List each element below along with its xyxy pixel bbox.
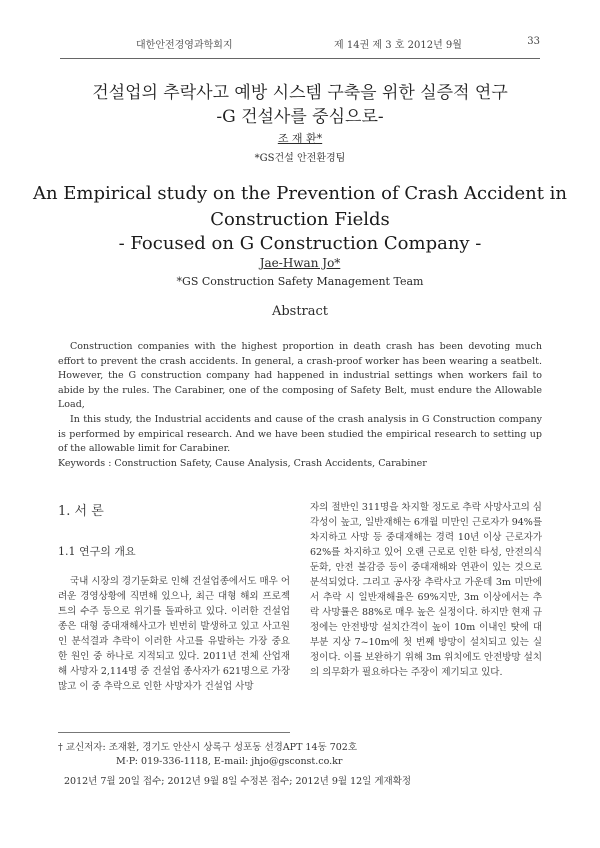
right-column	[310, 500, 542, 680]
issue-info: 제 14권 제 3 호 2012년 9월	[334, 40, 462, 51]
korean-author-name: 조 재 환*	[277, 132, 323, 145]
section-heading: 1. 서 론	[58, 504, 104, 519]
header-divider	[60, 58, 540, 59]
english-title-line1: An Empirical study on the Prevention of Crash Accident in	[32, 183, 568, 204]
footnote-contact: M·P: 019-336-1118, E-mail: jhjo@gsconst.co.kr	[116, 756, 343, 767]
footnote-corresponding-author: † 교신저자: 조재환, 경기도 안산시 상록구 성포동 선경APT 14동 702호	[58, 742, 358, 753]
subsection-heading: 1.1 연구의 개요	[58, 545, 136, 558]
page-number: 33	[527, 36, 540, 47]
keywords: Keywords : Construction Safety, Cause Analysis, Crash Accidents, Carabiner	[58, 457, 427, 469]
journal-name: 대한안전경영과학회지	[136, 40, 233, 51]
footnote-dates: 2012년 7월 20일 접수; 2012년 9월 8일 수정본 접수; 2012년 9월 12일 게재확정	[64, 776, 412, 787]
left-column	[58, 500, 290, 694]
footnote-divider	[58, 732, 290, 733]
korean-title-line1: 건설업의 추락사고 예방 시스템 구축을 위한 실증적 연구	[92, 83, 508, 103]
korean-affiliation: *GS건설 안전환경팀	[254, 153, 346, 164]
english-affiliation: *GS Construction Safety Management Team	[176, 275, 424, 288]
korean-author	[0, 130, 600, 146]
abstract-paragraph-2: In this study, the Industrial accidents and cause of the crash analysis in G Construction company is performed by empirical research. And we have been studied the empirical research to setting up of the allowable limit for Carabiner.	[58, 413, 542, 455]
running-header	[60, 36, 540, 52]
abstract-body	[58, 340, 542, 471]
english-title-line3: - Focused on G Construction Company -	[118, 233, 482, 254]
abstract-heading: Abstract	[271, 304, 329, 319]
intro-paragraph-left: 국내 시장의 경기둔화로 인해 건설업종에서도 매우 어려운 경영상황에 직면해 있으나, 최근 대형 해외 프로젝트의 수주 등으로 위기를 돌파하고 있다. 이러한 건설업종은 대형 중대재해사고가 빈번히 발생하고 있고 사고원인 분석결과 추락이 이러한 사고를 유발하는 가장 중요한 원인 중 하나로 지적되고 있다. 2011년 전체 산업재해 사망자 2,114명 중 건설업 종사자가 621명으로 가장 많고 이 중 추락으로 인한 사망자가 건설업 사망	[58, 576, 291, 692]
english-title-line2: Construction Fields	[210, 209, 390, 230]
abstract-paragraph-1: Construction companies with the highest proportion in death crash has been devoting much effort to prevent the crash accidents. In general, a crash-proof worker has been wearing a seatbelt. However, the G construction company had happened in industrial settings when workers fail to abide by the rules. The Carabiner, one of the composing of Safety Belt, must endure the Allowable Load,	[58, 341, 542, 411]
intro-paragraph-right: 자의 절반인 311명을 차지할 정도로 추락 사망사고의 심각성이 높고, 일반재해는 6개월 미만인 근로자가 94%를 차지하고 사망 등 중대재해는 경력 10년 이상 근로자가 62%를 차지하고 있어 오랜 근로로 인한 타성, 안전의식 둔화, 안전 불감증 등이 중대재해와 연관이 있는 것으로 분석되었다. 그리고 공사장 추락사고 가운데 3m 미만에서 추락 시 일반재해율은 69%지만, 3m 이상에서는 추락 사망률은 88%로 매우 높은 실정이다. 하지만 현재 규정에는 안전방망 설치간격이 높이 10m 이내인 탓에 대부분 지상 7~10m에 첫 번째 방망이 설치되고 있는 실정이다. 이를 보완하기 위해 3m 위치에도 안전방망 설치의 의무화가 필요하다는 주장이 제기되고 있다.	[310, 502, 542, 678]
english-author	[0, 256, 600, 270]
english-author-name: Jae-Hwan Jo*	[259, 256, 341, 270]
korean-title-line2: -G 건설사를 중심으로-	[216, 107, 384, 127]
